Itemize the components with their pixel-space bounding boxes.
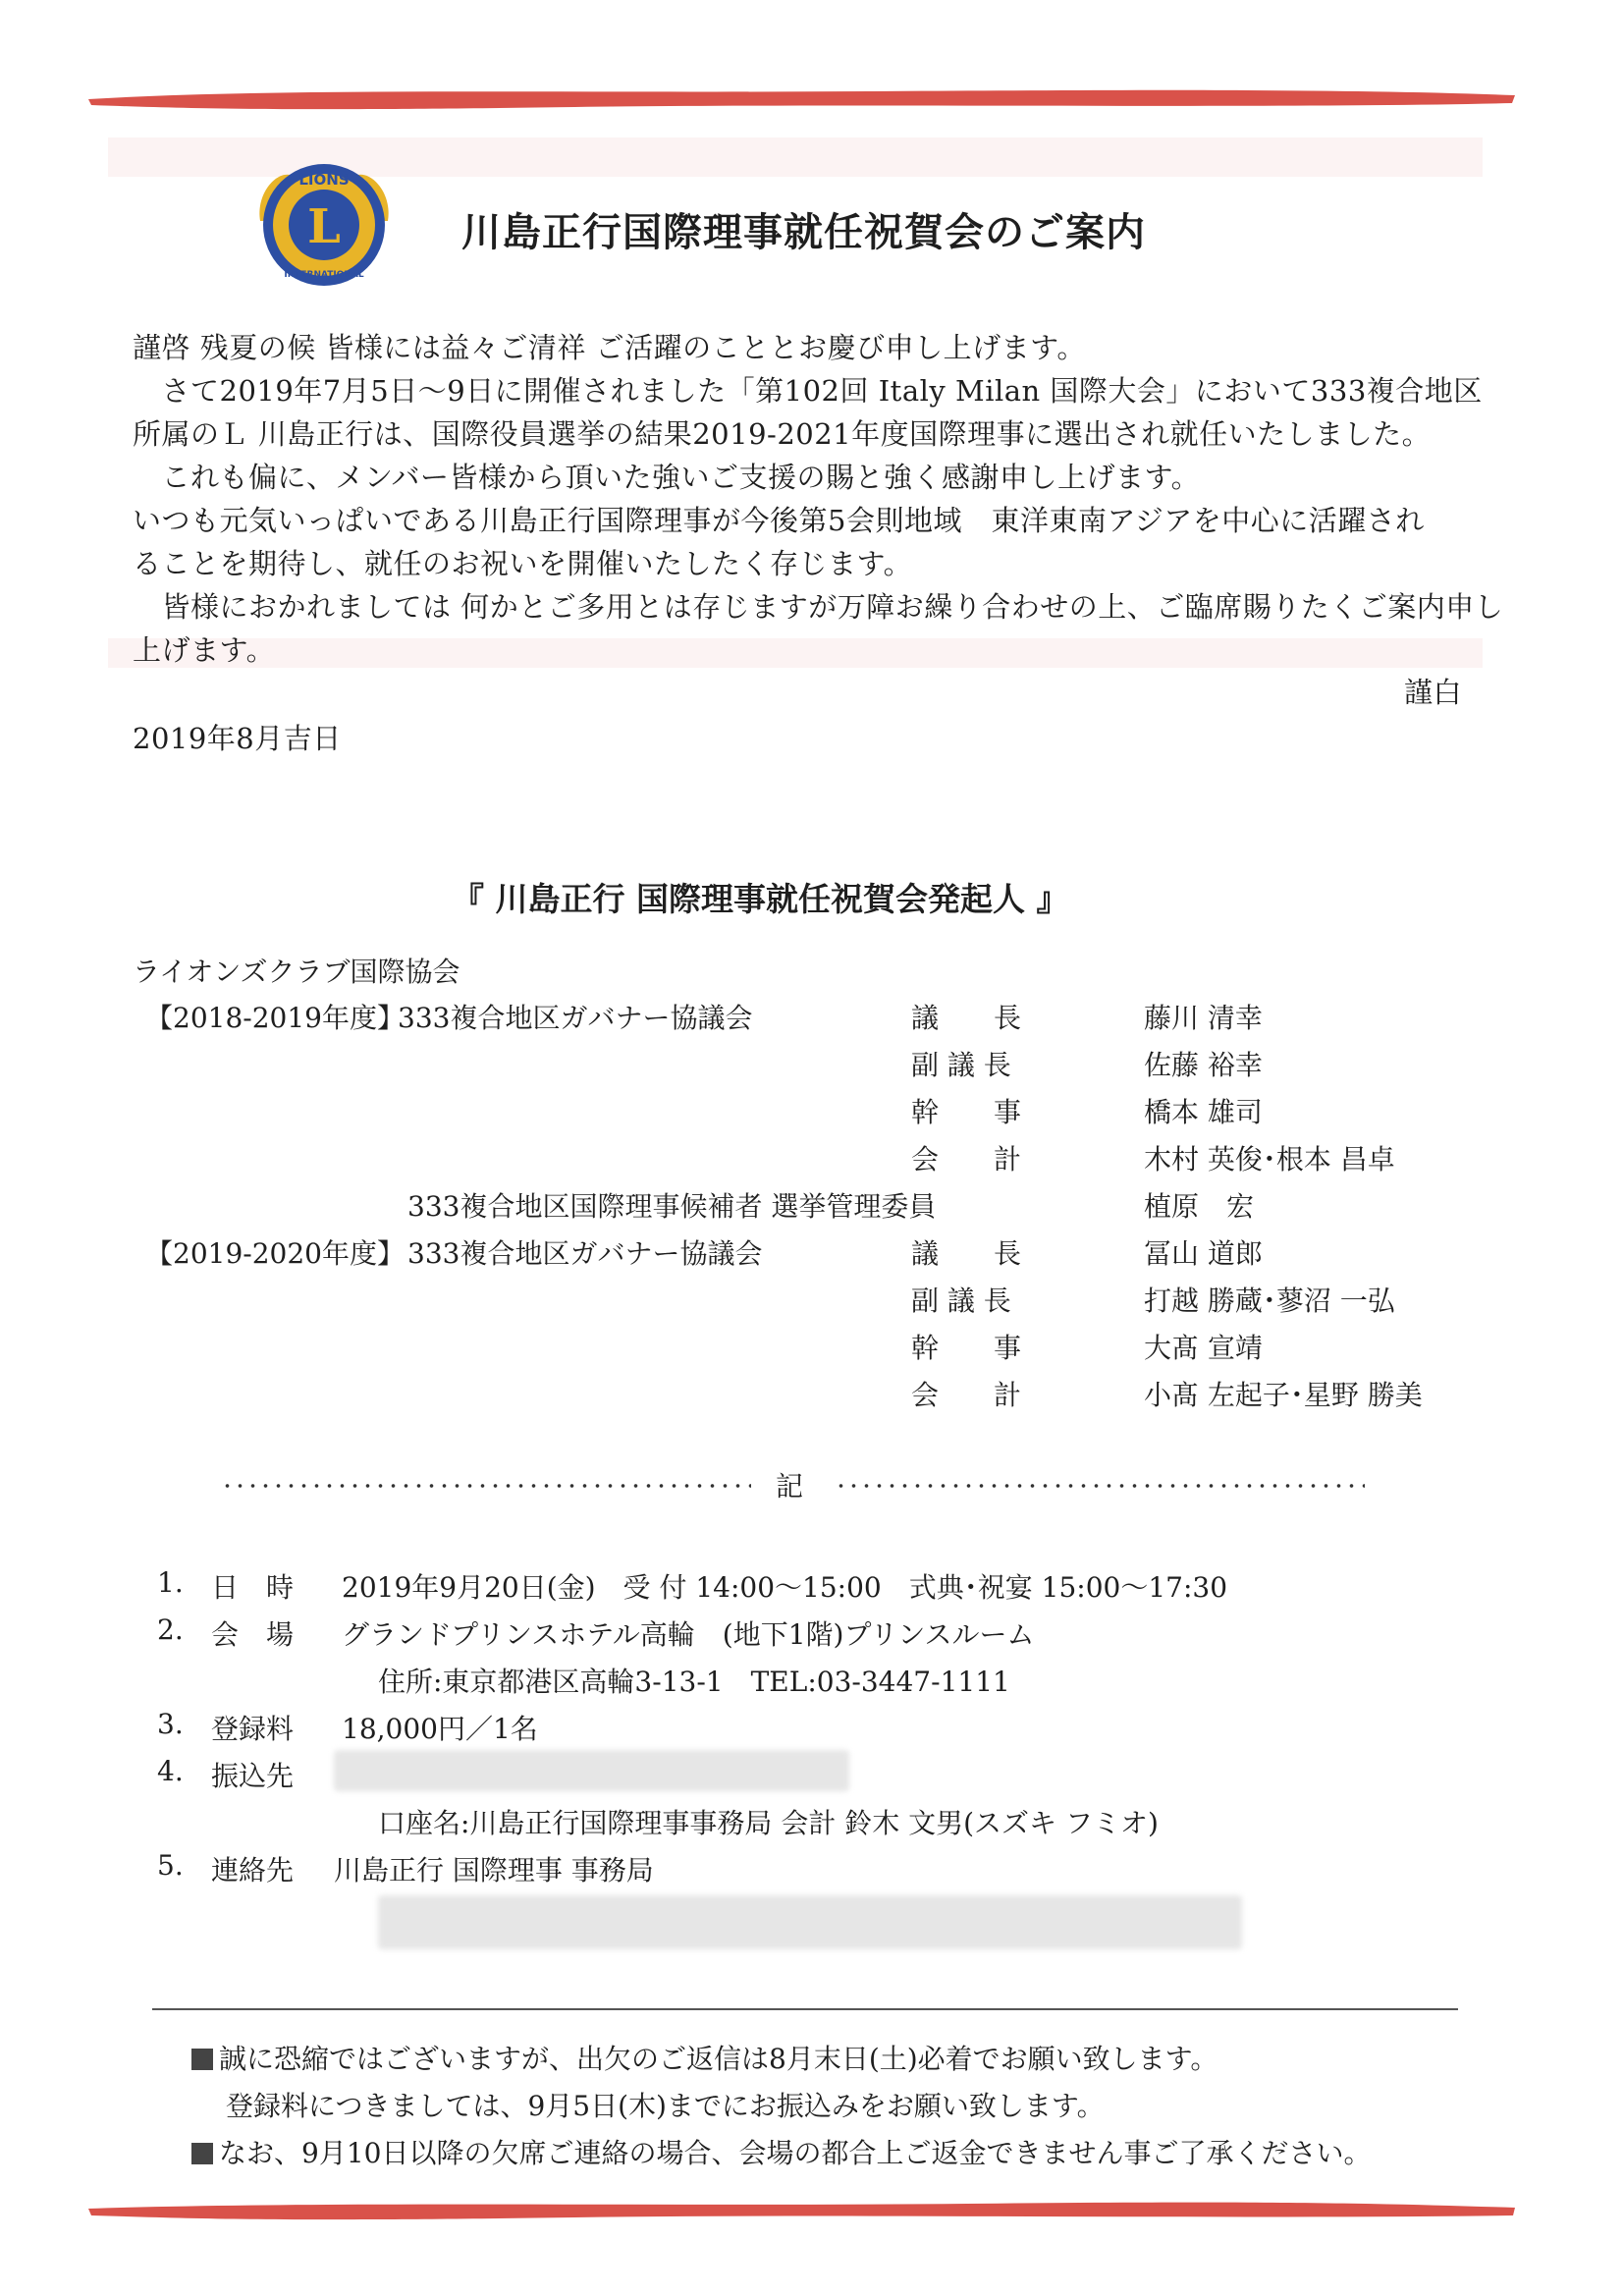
detail-text: グランドプリンスホテル高輪 (地下1階)プリンスルーム	[342, 1618, 1035, 1651]
promoter-name: 橋本 雄司	[1144, 1096, 1263, 1128]
detail-label: 振込先	[211, 1760, 295, 1792]
promoter-role: 議 長	[911, 1237, 1022, 1270]
note-line	[191, 2038, 1217, 2077]
promoter-group: 333複合地区ガバナー協議会	[407, 1237, 763, 1270]
promoter-name: 冨山 道郎	[1144, 1237, 1263, 1270]
promoter-role: 議 長	[911, 1002, 1022, 1034]
detail-text: 口座名:川島正行国際理事事務局 会計 鈴木 文男(スズキ フミオ)	[378, 1807, 1159, 1839]
note-text: なお、9月10日以降の欠席ご連絡の場合、会場の都合上ご返金できません事ご了承ください。	[219, 2137, 1372, 2169]
promoter-name: 打越 勝蔵･蓼沼 一弘	[1144, 1285, 1395, 1317]
detail-number: 4.	[157, 1755, 184, 1787]
promoter-year: 【2018-2019年度】	[145, 1002, 405, 1034]
detail-text: 2019年9月20日(金) 受 付 14:00～15:00 式典･祝宴 15:00～17:30	[342, 1571, 1228, 1604]
promoter-name: 植原 宏	[1144, 1190, 1255, 1223]
issue-date: 2019年8月吉日	[133, 722, 342, 755]
promoter-name: 佐藤 裕幸	[1144, 1049, 1263, 1081]
promoter-role: 幹 事	[911, 1096, 1022, 1128]
note-line	[191, 2132, 1371, 2171]
greeting-line: 謹啓 残夏の候 皆様には益々ご清祥 ご活躍のこととお慶び申し上げます。	[133, 331, 1086, 364]
promoter-year: 【2019-2020年度】	[145, 1237, 405, 1270]
greeting-line: ることを期待し、就任のお祝いを開催いたしたく存じます。	[133, 547, 913, 580]
promoters-title: 『 川島正行 国際理事就任祝賀会発起人 』	[452, 880, 1069, 918]
organization-name: ライオンズクラブ国際協会	[133, 956, 460, 988]
promoter-role: 副 議 長	[911, 1285, 1011, 1317]
note-text: 誠に恐縮ではございますが、出欠のご返信は8月末日(土)必着でお願い致します。	[219, 2043, 1218, 2075]
promoter-group: 333複合地区ガバナー協議会	[398, 1002, 753, 1034]
promoter-role: 会 計	[911, 1379, 1022, 1411]
detail-label: 登録料	[211, 1713, 295, 1745]
promoter-group: 333複合地区国際理事候補者 選挙管理委員	[407, 1190, 937, 1223]
greeting-line: 上げます。	[133, 633, 276, 667]
greeting-line: さて2019年7月5日～9日に開催されました「第102回 Italy Milan 国際大会」において333複合地区	[133, 374, 1483, 408]
detail-number: 2.	[157, 1613, 184, 1646]
redacted-bank-info	[334, 1750, 849, 1791]
greeting-line: いつも元気いっぱいである川島正行国際理事が今後第5会則地域 東洋東南アジアを中心に活躍され	[133, 504, 1425, 537]
logo-bottom-text: INTERNATIONAL	[284, 270, 364, 280]
promoter-role: 副 議 長	[911, 1049, 1011, 1081]
detail-number: 3.	[157, 1708, 184, 1740]
promoter-name: 木村 英俊･根本 昌卓	[1144, 1143, 1395, 1175]
dotted-separator-left	[221, 1483, 751, 1489]
detail-text: 住所:東京都港区高輪3-13-1 TEL:03-3447-1111	[378, 1666, 1010, 1698]
pink-smear-middle	[108, 619, 1483, 687]
promoter-name: 小髙 左起子･星野 勝美	[1144, 1379, 1423, 1411]
dotted-separator-right	[835, 1483, 1365, 1489]
divider-line	[152, 2008, 1458, 2010]
logo-letter: L	[307, 199, 341, 254]
logo-top-text: LIONS	[298, 171, 350, 189]
ki-heading: 記	[776, 1470, 804, 1503]
detail-number: 5.	[157, 1849, 184, 1882]
detail-label: 日 時	[211, 1571, 295, 1604]
lions-international-logo	[250, 152, 398, 298]
detail-number: 1.	[157, 1566, 184, 1599]
note-text: 登録料につきましては、9月5日(木)までにお振込みをお願い致します。	[226, 2090, 1105, 2122]
square-bullet-icon	[191, 2143, 213, 2164]
page-title: 川島正行国際理事就任祝賀会のご案内	[461, 209, 1146, 255]
greeting-line: これも偏に、メンバー皆様から頂いた強いご支援の賜と強く感謝申し上げます。	[133, 461, 1201, 494]
closing: 謹白	[1404, 676, 1463, 709]
greeting-line: 所属のＬ 川島正行は、国際役員選挙の結果2019-2021年度国際理事に選出され就任いたしました。	[133, 417, 1432, 451]
top-brush-stroke	[83, 83, 1519, 111]
detail-label: 連絡先	[211, 1854, 295, 1886]
promoter-role: 幹 事	[911, 1332, 1022, 1364]
promoter-name: 藤川 清幸	[1144, 1002, 1263, 1034]
detail-label: 会 場	[211, 1618, 295, 1651]
promoter-name: 大髙 宣靖	[1144, 1332, 1263, 1364]
redacted-contact-info	[378, 1895, 1242, 1949]
detail-text: 18,000円／1名	[342, 1713, 538, 1745]
greeting-line: 皆様におかれましては 何かとご多用とは存じますが万障お繰り合わせの上、ご臨席賜りたくご案内申し	[133, 590, 1504, 624]
promoter-role: 会 計	[911, 1143, 1022, 1175]
bottom-brush-stroke	[83, 2195, 1519, 2222]
detail-text: 川島正行 国際理事 事務局	[334, 1854, 654, 1886]
square-bullet-icon	[191, 2049, 213, 2070]
